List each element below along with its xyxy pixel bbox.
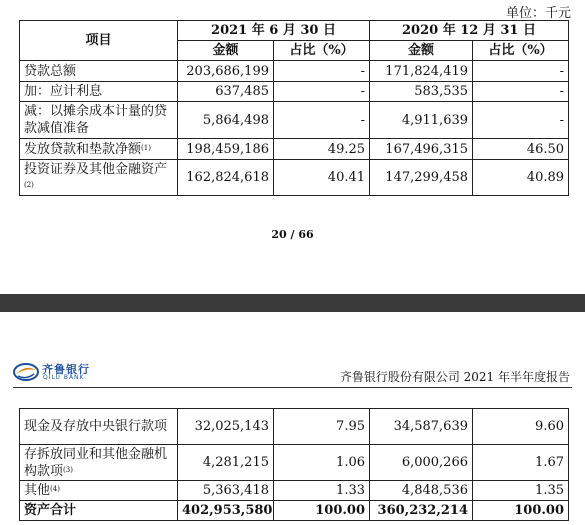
table-row	[20, 481, 569, 501]
cell-ratio-2020: -	[473, 61, 569, 82]
cell-ratio-2021: -	[274, 61, 370, 82]
row-footnote-marker: (1)	[141, 143, 151, 152]
cell-ratio-2021: -	[274, 82, 370, 102]
table-row	[20, 102, 569, 139]
row-label: 资产合计	[20, 501, 178, 521]
cell-ratio-2020: 40.89	[473, 160, 569, 196]
assets-table-top	[19, 20, 569, 196]
cell-amount-2020: 6,000,266	[370, 445, 473, 481]
cell-ratio-2021: 1.33	[274, 481, 370, 501]
table-row	[20, 160, 569, 196]
cell-amount-2021: 162,824,618	[178, 160, 274, 196]
assets-table-bottom	[19, 408, 569, 521]
header-item: 项目	[20, 21, 178, 61]
page-number: 20 / 66	[271, 228, 314, 241]
header-rule	[13, 387, 572, 388]
cell-amount-2020: 167,496,315	[370, 139, 473, 160]
row-label: 其他$^{(4)}$	[20, 481, 178, 501]
cell-amount-2021: 5,864,498	[178, 102, 274, 139]
cell-ratio-2020: -	[473, 102, 569, 139]
header-period-1: 2021 年 6 月 30 日	[178, 21, 370, 41]
cell-ratio-2020: 100.00	[473, 501, 569, 521]
cell-amount-2021: 5,363,418	[178, 481, 274, 501]
table-row	[20, 61, 569, 82]
row-label: 存拆放同业和其他金融机构款项$^{(3)}$	[20, 445, 178, 481]
cell-ratio-2021: 100.00	[274, 501, 370, 521]
table-row	[20, 501, 569, 521]
row-footnote-marker: (2)	[24, 180, 34, 189]
cell-amount-2021: 637,485	[178, 82, 274, 102]
row-label: 减：以摊余成本计量的贷款减值准备	[20, 102, 178, 139]
cell-amount-2020: 4,911,639	[370, 102, 473, 139]
bank-logo	[13, 361, 123, 383]
bank-logo-english: QILU BANK	[43, 374, 85, 381]
cell-ratio-2020: 1.67	[473, 445, 569, 481]
cell-ratio-2020: 1.35	[473, 481, 569, 501]
row-footnote-marker: (3)	[63, 465, 73, 474]
header-amount-1: 金额	[178, 41, 274, 61]
cell-amount-2020: 360,232,214	[370, 501, 473, 521]
cell-ratio-2021: 7.95	[274, 409, 370, 445]
unit-label: 单位：千元	[505, 6, 571, 21]
row-footnote-marker: (4)	[50, 485, 60, 493]
row-label: 贷款总额	[20, 61, 178, 82]
cell-amount-2020: 583,535	[370, 82, 473, 102]
cell-ratio-2021: 1.06	[274, 445, 370, 481]
bank-logo-chinese: 齐鲁银行	[42, 363, 90, 376]
page-break-divider	[0, 294, 585, 312]
row-label: 现金及存放中央银行款项	[20, 409, 178, 445]
cell-amount-2021: 32,025,143	[178, 409, 274, 445]
cell-ratio-2021: -	[274, 102, 370, 139]
cell-amount-2020: 171,824,419	[370, 61, 473, 82]
cell-ratio-2021: 49.25	[274, 139, 370, 160]
cell-amount-2021: 203,686,199	[178, 61, 274, 82]
table-row	[20, 409, 569, 445]
header-ratio-1: 占比（%）	[274, 41, 370, 61]
row-label: 发放贷款和垫款净额$^{(1)}$	[20, 139, 178, 160]
table-row	[20, 82, 569, 102]
header-period-2: 2020 年 12 月 31 日	[370, 21, 569, 41]
cell-amount-2021: 402,953,580	[178, 501, 274, 521]
cell-amount-2020: 147,299,458	[370, 160, 473, 196]
cell-amount-2021: 198,459,186	[178, 139, 274, 160]
bank-logo-icon	[13, 362, 39, 382]
cell-amount-2020: 4,848,536	[370, 481, 473, 501]
cell-amount-2020: 34,587,639	[370, 409, 473, 445]
cell-ratio-2020: 46.50	[473, 139, 569, 160]
header-ratio-2: 占比（%）	[473, 41, 569, 61]
table-row	[20, 139, 569, 160]
cell-ratio-2020: -	[473, 82, 569, 102]
cell-ratio-2020: 9.60	[473, 409, 569, 445]
row-label: 投资证券及其他金融资产$^{(2)}$	[20, 160, 178, 196]
header-amount-2: 金额	[370, 41, 473, 61]
table-row	[20, 445, 569, 481]
row-label: 加：应计利息	[20, 82, 178, 102]
cell-ratio-2021: 40.41	[274, 160, 370, 196]
report-title: 齐鲁银行股份有限公司 2021 年半年度报告	[339, 370, 570, 384]
cell-amount-2021: 4,281,215	[178, 445, 274, 481]
